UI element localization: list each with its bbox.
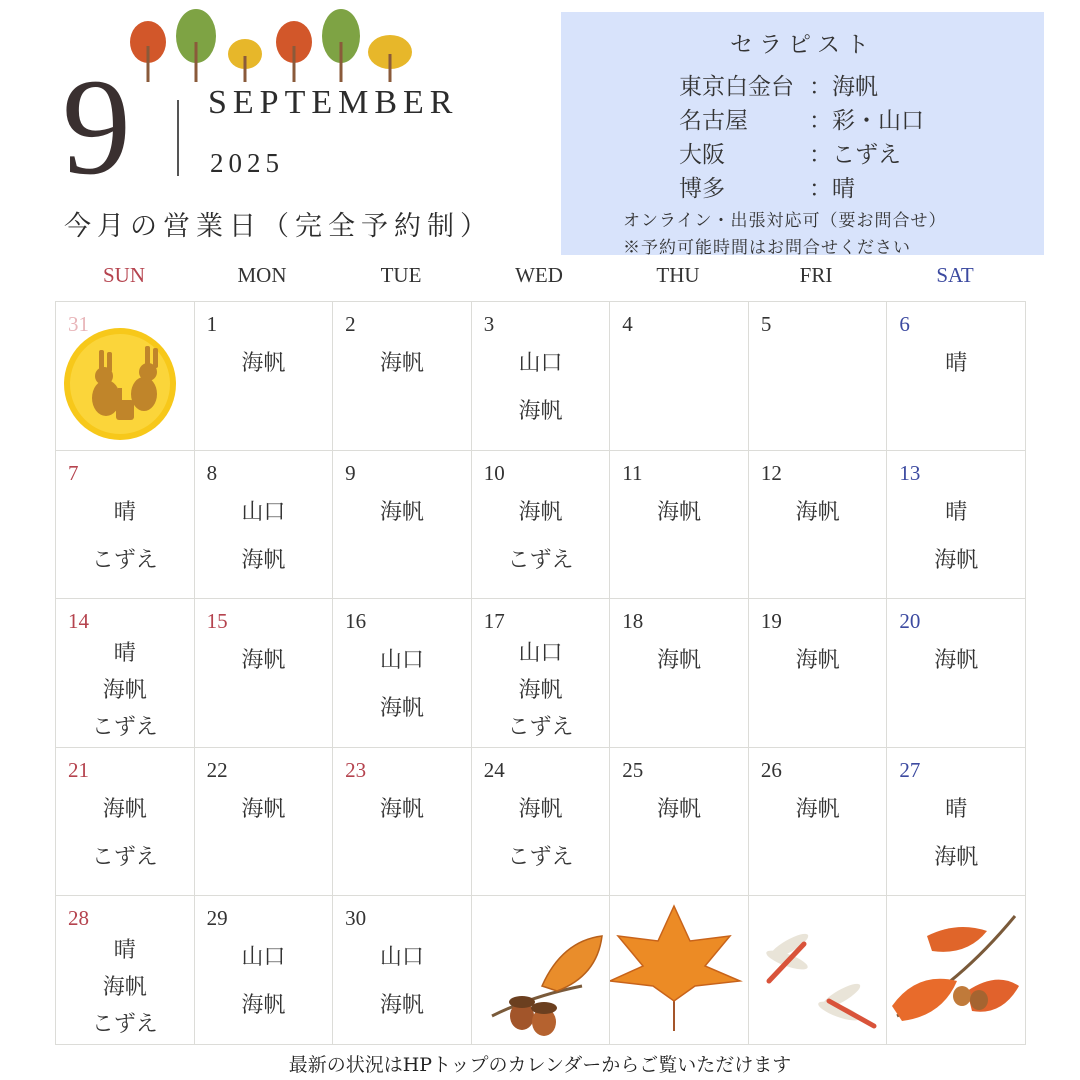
therapist-name: こずえ bbox=[91, 715, 158, 741]
therapist-name: 晴 bbox=[113, 499, 136, 525]
day-number: 18 bbox=[622, 609, 644, 634]
calendar-day-cell bbox=[194, 301, 334, 451]
calendar-day-cell bbox=[471, 747, 611, 897]
calendar-day-cell bbox=[609, 301, 749, 451]
oak-branch-icon bbox=[887, 896, 1025, 1044]
calendar-day-cell bbox=[471, 301, 611, 451]
therapist-name: こずえ bbox=[507, 715, 574, 741]
day-number: 21 bbox=[68, 757, 89, 782]
therapist-row bbox=[679, 68, 878, 101]
therapist-name: 海帆 bbox=[934, 844, 979, 870]
therapist-names: ：こずえ bbox=[809, 142, 901, 168]
day-number: 31 bbox=[68, 312, 89, 336]
day-number: 20 bbox=[899, 609, 921, 634]
weekday-header-sun: SUN bbox=[102, 263, 145, 287]
therapist-name: 晴 bbox=[945, 351, 968, 376]
calendar-day-cell bbox=[471, 895, 611, 1045]
therapist-name: こずえ bbox=[91, 1012, 158, 1038]
day-number: 26 bbox=[760, 757, 782, 782]
therapist-schedule bbox=[887, 489, 1025, 585]
day-number: 10 bbox=[483, 460, 505, 485]
calendar-day-cell bbox=[886, 598, 1026, 748]
therapist-name: 海帆 bbox=[379, 351, 424, 376]
calendar-day-cell bbox=[748, 598, 888, 748]
therapist-schedule bbox=[472, 340, 610, 436]
calendar-day-cell bbox=[609, 450, 749, 600]
therapist-schedule bbox=[195, 786, 333, 834]
calendar-day-cell bbox=[748, 747, 888, 897]
therapist-names: ：海帆 bbox=[809, 74, 878, 100]
calendar-day-cell bbox=[609, 598, 749, 748]
calendar-day-cell bbox=[194, 450, 334, 600]
therapist-name: 海帆 bbox=[241, 993, 286, 1019]
calendar-day-cell bbox=[748, 301, 888, 451]
day-number: 19 bbox=[760, 609, 782, 634]
calendar-day-cell bbox=[55, 301, 195, 451]
calendar-day-cell bbox=[55, 450, 195, 600]
therapist-row bbox=[679, 170, 855, 203]
therapist-schedule bbox=[333, 934, 471, 1030]
day-number: 6 bbox=[899, 312, 910, 336]
therapist-city: 名古屋 bbox=[679, 108, 748, 134]
day-number: 28 bbox=[68, 906, 89, 931]
calendar-day-cell bbox=[886, 301, 1026, 451]
therapist-schedule bbox=[56, 635, 194, 746]
therapist-city: 東京白金台 bbox=[679, 74, 794, 100]
calendar-day-cell bbox=[886, 747, 1026, 897]
autumn-trees-icon bbox=[128, 6, 418, 84]
day-number: 5 bbox=[760, 312, 772, 336]
day-number: 29 bbox=[206, 906, 228, 931]
therapist-row bbox=[679, 102, 924, 135]
therapist-name: こずえ bbox=[507, 547, 574, 573]
month-number: 9 bbox=[62, 50, 131, 203]
calendar-day-cell bbox=[748, 895, 888, 1045]
year-label: 2025 bbox=[210, 148, 284, 178]
therapist-names: ：彩・山口 bbox=[809, 108, 924, 134]
calendar-day-cell bbox=[886, 450, 1026, 600]
therapist-schedule bbox=[195, 637, 333, 685]
day-number: 14 bbox=[68, 609, 89, 634]
therapist-name: こずえ bbox=[91, 547, 158, 573]
therapist-schedule bbox=[56, 932, 194, 1043]
calendar-day-cell bbox=[471, 598, 611, 748]
therapist-name: 海帆 bbox=[241, 796, 286, 822]
therapist-name: 海帆 bbox=[102, 678, 147, 704]
therapist-name: 山口 bbox=[379, 945, 424, 971]
therapist-box-title: セラピスト bbox=[730, 32, 875, 58]
calendar-day-cell bbox=[194, 598, 334, 748]
day-number: 8 bbox=[206, 460, 218, 485]
therapist-schedule bbox=[610, 489, 748, 537]
day-number: 23 bbox=[345, 757, 367, 782]
calendar-day-cell bbox=[55, 747, 195, 897]
weekday-header-sat: SAT bbox=[936, 263, 974, 287]
therapist-schedule bbox=[333, 786, 471, 834]
day-number: 27 bbox=[899, 757, 921, 782]
therapist-schedule bbox=[749, 489, 887, 537]
acorn-oak-leaf-icon bbox=[472, 896, 610, 1044]
calendar-day-cell bbox=[332, 598, 472, 748]
day-number: 22 bbox=[206, 757, 228, 782]
therapist-name: 海帆 bbox=[518, 796, 563, 822]
therapist-name: こずえ bbox=[91, 844, 158, 870]
weekday-header-fri: FRI bbox=[799, 263, 833, 287]
day-number: 2 bbox=[345, 312, 356, 336]
therapist-schedule bbox=[610, 637, 748, 685]
weekday-header-thu: THU bbox=[656, 263, 700, 287]
day-number: 24 bbox=[483, 757, 505, 782]
day-number: 16 bbox=[345, 609, 367, 634]
therapist-schedule bbox=[610, 786, 748, 834]
calendar-day-cell bbox=[55, 598, 195, 748]
therapist-schedule bbox=[472, 786, 610, 882]
weekday-header-wed: WED bbox=[515, 263, 563, 287]
therapist-schedule bbox=[56, 489, 194, 585]
day-number: 9 bbox=[345, 460, 356, 485]
day-number: 12 bbox=[760, 460, 782, 485]
therapist-schedule bbox=[56, 786, 194, 882]
day-number: 11 bbox=[622, 460, 643, 485]
day-number: 15 bbox=[206, 609, 228, 634]
calendar-day-cell bbox=[332, 747, 472, 897]
calendar-day-cell bbox=[748, 450, 888, 600]
day-number: 13 bbox=[899, 460, 921, 485]
therapist-name: 海帆 bbox=[934, 648, 979, 674]
therapist-name: 海帆 bbox=[795, 499, 840, 525]
header-divider bbox=[177, 100, 179, 176]
therapist-name: 海帆 bbox=[379, 796, 424, 822]
therapist-schedule bbox=[472, 635, 610, 746]
online-note: オンライン・出張対応可（要お問合せ） bbox=[623, 211, 947, 231]
therapist-name: 海帆 bbox=[518, 399, 563, 424]
therapist-city: 大阪 bbox=[679, 142, 725, 168]
therapist-schedule bbox=[333, 340, 471, 388]
therapist-name: 海帆 bbox=[241, 648, 286, 674]
calendar-day-cell bbox=[332, 895, 472, 1045]
day-number: 3 bbox=[483, 312, 495, 336]
calendar-day-cell bbox=[886, 895, 1026, 1045]
therapist-name: 海帆 bbox=[934, 547, 979, 573]
therapist-schedule bbox=[195, 934, 333, 1030]
day-number: 4 bbox=[622, 312, 633, 336]
therapist-names: ：晴 bbox=[809, 176, 855, 202]
therapist-name: 海帆 bbox=[241, 351, 286, 376]
day-number: 1 bbox=[206, 312, 218, 336]
calendar-day-cell bbox=[194, 895, 334, 1045]
calendar-day-cell bbox=[471, 450, 611, 600]
day-number: 25 bbox=[622, 757, 644, 782]
page-subtitle: 今月の営業日（完全予約制） bbox=[64, 211, 493, 242]
therapist-schedule bbox=[333, 489, 471, 537]
calendar-day-cell bbox=[609, 747, 749, 897]
therapist-name: 海帆 bbox=[657, 499, 702, 525]
calendar-day-cell bbox=[609, 895, 749, 1045]
maple-leaf-icon bbox=[610, 896, 748, 1044]
therapist-schedule bbox=[333, 637, 471, 733]
therapist-name: こずえ bbox=[507, 844, 574, 870]
therapist-name: 山口 bbox=[241, 945, 286, 971]
therapist-schedule bbox=[195, 340, 333, 388]
therapist-schedule bbox=[887, 340, 1025, 388]
therapist-name: 山口 bbox=[241, 499, 286, 525]
therapist-row bbox=[679, 136, 901, 169]
therapist-name: 海帆 bbox=[518, 678, 563, 704]
therapist-info-box bbox=[561, 12, 1044, 258]
therapist-city: 博多 bbox=[679, 176, 725, 202]
day-number: 30 bbox=[345, 906, 367, 931]
therapist-name: 海帆 bbox=[657, 796, 702, 822]
therapist-name: 晴 bbox=[113, 641, 136, 667]
footer-note: 最新の状況はHPトップのカレンダーからご覧いただけます bbox=[288, 1054, 792, 1076]
calendar-day-cell bbox=[332, 450, 472, 600]
calendar-day-cell bbox=[55, 895, 195, 1045]
therapist-name: 海帆 bbox=[379, 993, 424, 1019]
therapist-schedule bbox=[887, 637, 1025, 685]
day-number: 7 bbox=[68, 460, 79, 485]
therapist-schedule bbox=[749, 637, 887, 685]
therapist-schedule bbox=[887, 786, 1025, 882]
therapist-name: 海帆 bbox=[795, 648, 840, 674]
therapist-name: 山口 bbox=[518, 351, 563, 376]
therapist-schedule bbox=[195, 489, 333, 585]
calendar-grid bbox=[55, 301, 1025, 1044]
therapist-name: 海帆 bbox=[657, 648, 702, 674]
therapist-name: 海帆 bbox=[102, 796, 147, 822]
therapist-name: 晴 bbox=[945, 796, 968, 822]
therapist-schedule bbox=[472, 489, 610, 585]
calendar-day-cell bbox=[332, 301, 472, 451]
therapist-name: 海帆 bbox=[795, 796, 840, 822]
therapist-name: 山口 bbox=[518, 641, 563, 667]
dragonfly-icon bbox=[749, 896, 887, 1044]
therapist-name: 海帆 bbox=[241, 547, 286, 573]
therapist-name: 海帆 bbox=[379, 696, 424, 722]
therapist-name: 晴 bbox=[945, 499, 968, 525]
therapist-name: 海帆 bbox=[379, 499, 424, 525]
weekday-header-tue: TUE bbox=[380, 263, 422, 287]
therapist-name: 晴 bbox=[113, 938, 136, 964]
therapist-name: 海帆 bbox=[102, 975, 147, 1001]
weekday-header-mon: MON bbox=[237, 263, 287, 287]
therapist-name: 山口 bbox=[379, 648, 424, 674]
day-number: 17 bbox=[483, 609, 505, 634]
month-name: SEPTEMBER bbox=[208, 84, 459, 121]
calendar-day-cell bbox=[194, 747, 334, 897]
reservation-note: ※予約可能時間はお問合せください bbox=[623, 238, 911, 258]
therapist-name: 海帆 bbox=[518, 499, 563, 525]
therapist-schedule bbox=[749, 786, 887, 834]
